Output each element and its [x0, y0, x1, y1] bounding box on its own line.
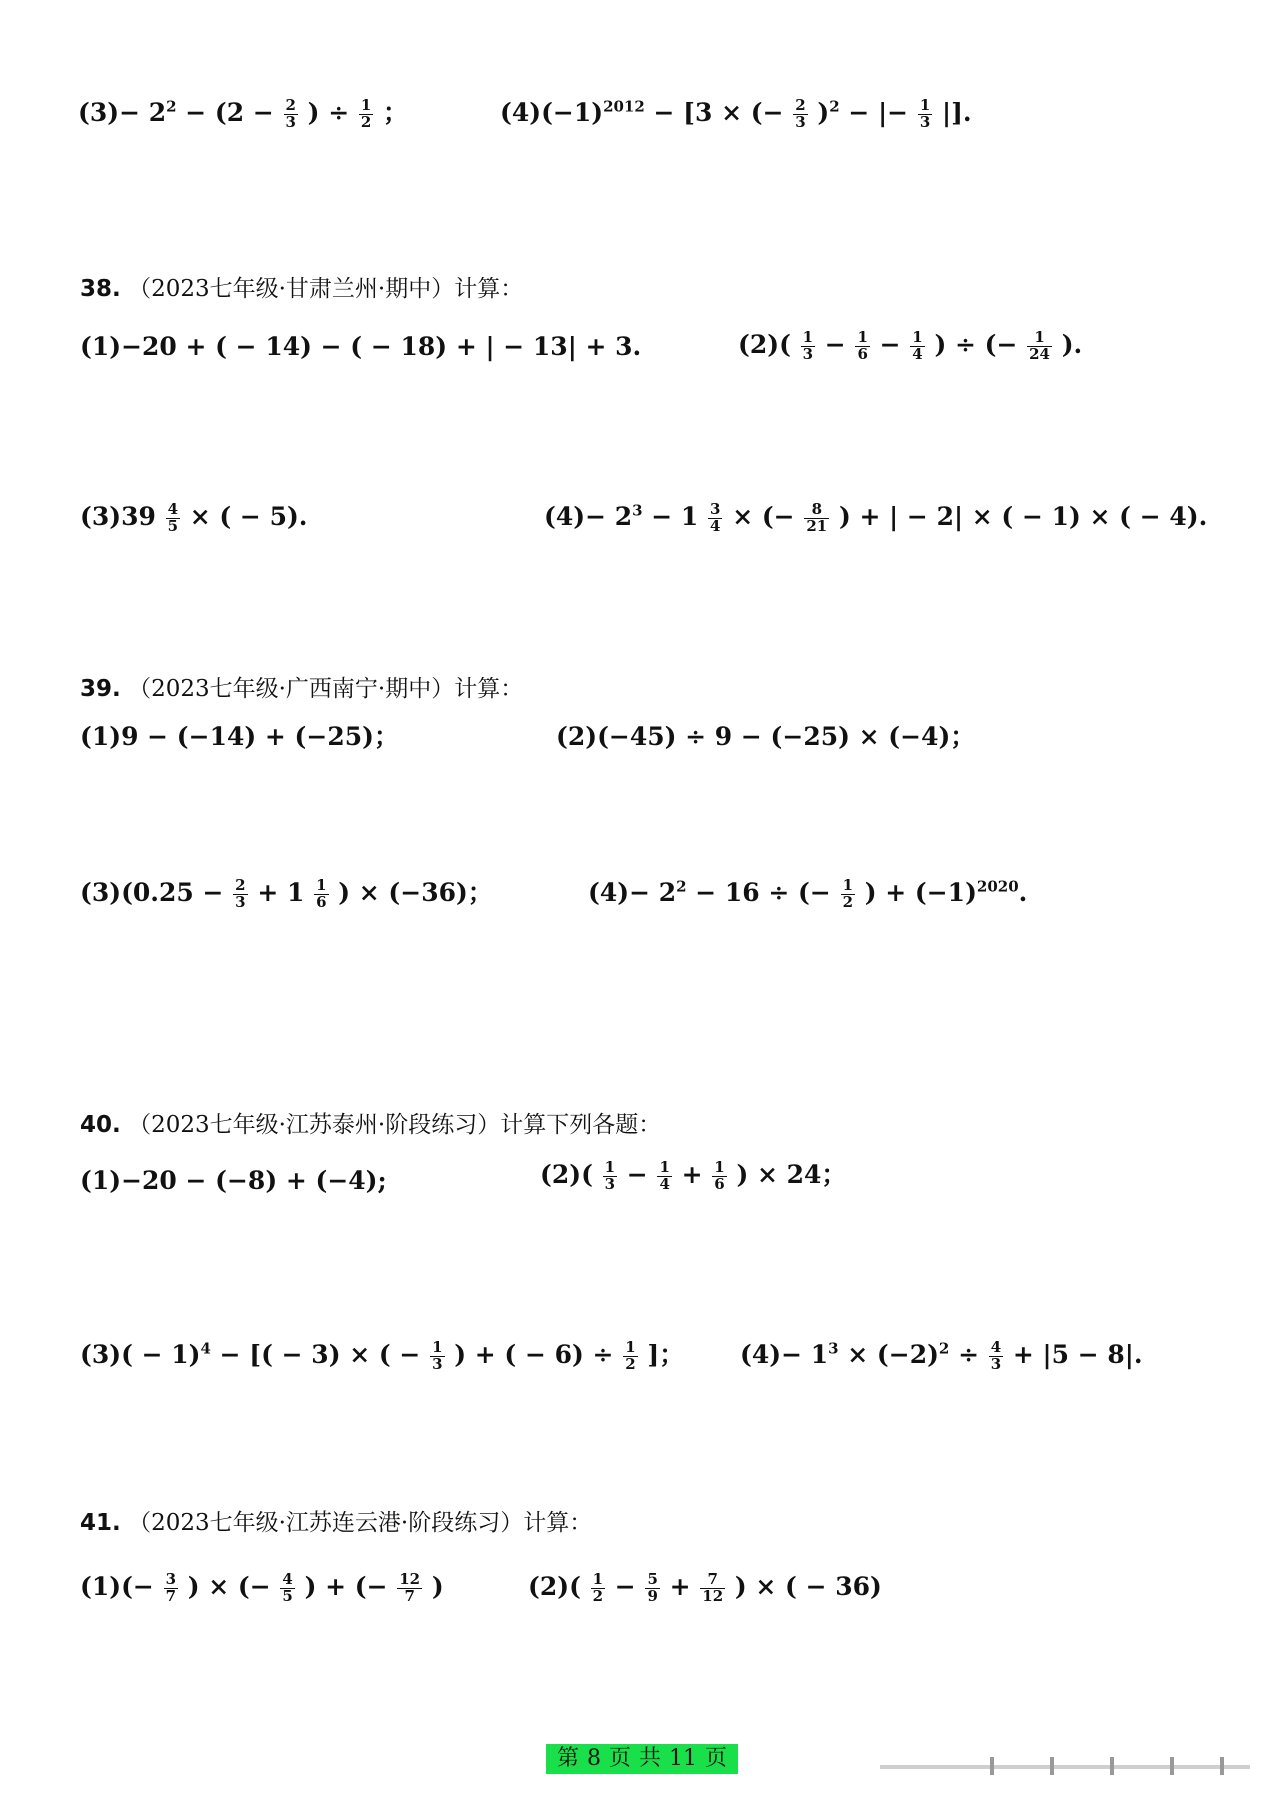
fraction: $\frac{1}{4}$	[659, 1158, 670, 1193]
problem-40-1: (1)−20 − (−8) + (−4);	[80, 1166, 387, 1195]
fraction: $\frac{1}{2}$	[625, 1338, 636, 1373]
fraction: $\frac{1}{2}$	[360, 96, 372, 131]
question-41-heading: 41. （2023七年级·江苏连云港·阶段练习）计算：	[80, 1510, 593, 1536]
problem-39-1: (1)9 − (−14) + (−25)；	[80, 722, 399, 751]
fraction: $\frac{2}{3}$	[285, 96, 296, 131]
fraction: $\frac{5}{9}$	[647, 1570, 658, 1605]
fraction: $\frac{1}{4}$	[912, 328, 923, 363]
fraction: $\frac{2}{3}$	[795, 96, 806, 131]
question-39-heading: 39. （2023七年级·广西南宁·期中）计算：	[80, 676, 524, 702]
problem-40-3: $(3)( - 1)^4$ − [( − 3) × ( − $\frac{1}{3}$ ) + ( − 6) ÷ $\frac{1}{2}$ ]；	[80, 1338, 685, 1373]
fraction: $\frac{1}{2}$	[592, 1570, 604, 1605]
fraction: $\frac{3}{4}$	[710, 500, 721, 535]
problem-41-2: (2)( $\frac{1}{2}$ − $\frac{5}{9}$ + $\frac{7}{12}$ ) × ( − 36)	[528, 1570, 882, 1605]
fraction: $\frac{4}{5}$	[167, 500, 179, 535]
problem-38-4: $(4)- 2^3 - 1$ $\frac{3}{4}$ × (− $\frac{8}{21}$ ) + | − 2| × ( − 1) × ( − 4).	[544, 500, 1208, 535]
fraction: $\frac{1}{3}$	[604, 1158, 616, 1193]
fraction: $\frac{1}{6}$	[714, 1158, 725, 1193]
fraction: $\frac{8}{21}$	[806, 500, 828, 535]
fraction: $\frac{2}{3}$	[235, 876, 246, 911]
fraction: $\frac{1}{6}$	[857, 328, 868, 363]
problem-r0-4: $(4)(-1)^{2012} - [3$ × (− $\frac{2}{3}$ )$^2$ − |− $\frac{1}{3}$ |].	[500, 96, 972, 131]
problem-39-4: $(4)- 2^2 - 16$ ÷ (− $\frac{1}{2}$ ) + $(-1)^{2020}$.	[588, 876, 1028, 911]
problem-40-4: $(4)- 1^3 \times (-2)^2$ ÷ $\frac{4}{3}$ + |5 − 8|.	[740, 1338, 1143, 1373]
fraction: $\frac{3}{7}$	[165, 1570, 176, 1605]
fraction: $\frac{1}{3}$	[802, 328, 814, 363]
fraction: $\frac{1}{6}$	[316, 876, 327, 911]
fraction: $\frac{7}{12}$	[702, 1570, 724, 1605]
question-40-heading: 40. （2023七年级·江苏泰州·阶段练习）计算下列各题：	[80, 1112, 662, 1138]
fraction: $\frac{1}{3}$	[432, 1338, 443, 1373]
fraction: $\frac{1}{3}$	[919, 96, 931, 131]
problem-r0-3: $(3)- 2^2 - (2$ − $\frac{2}{3}$ ) ÷ $\frac{1}{2}$ ；	[78, 96, 409, 131]
fraction: $\frac{4}{3}$	[990, 1338, 1002, 1373]
fraction: $\frac{1}{24}$	[1029, 328, 1050, 363]
problem-38-1: (1)−20 + ( − 14) − ( − 18) + | − 13| + 3.	[80, 332, 642, 361]
problem-38-3: (3)39 $\frac{4}{5}$ × ( − 5).	[80, 500, 308, 535]
problem-38-2: (2)( $\frac{1}{3}$ − $\frac{1}{6}$ − $\frac{1}{4}$ ) ÷ (− $\frac{1}{24}$ ).	[738, 328, 1083, 363]
page-footer: 第 8 页 共 11 页	[546, 1744, 738, 1774]
fraction: $\frac{12}{7}$	[399, 1570, 421, 1605]
problem-40-2: (2)( $\frac{1}{3}$ − $\frac{1}{4}$ + $\frac{1}{6}$ ) × 24；	[540, 1158, 847, 1193]
fraction: $\frac{4}{5}$	[282, 1570, 293, 1605]
problem-39-3: (3)(0.25 − $\frac{2}{3}$ + 1 $\frac{1}{6}$ ) × (−36)；	[80, 876, 493, 911]
problem-41-1: (1)(− $\frac{3}{7}$ ) × (− $\frac{4}{5}$ ) + (− $\frac{12}{7}$ )	[80, 1570, 444, 1605]
scan-artifact	[880, 1755, 1250, 1777]
fraction: $\frac{1}{2}$	[842, 876, 853, 911]
problem-39-2: (2)(−45) ÷ 9 − (−25) × (−4)；	[556, 722, 976, 751]
question-38-heading: 38. （2023七年级·甘肃兰州·期中）计算：	[80, 276, 524, 302]
